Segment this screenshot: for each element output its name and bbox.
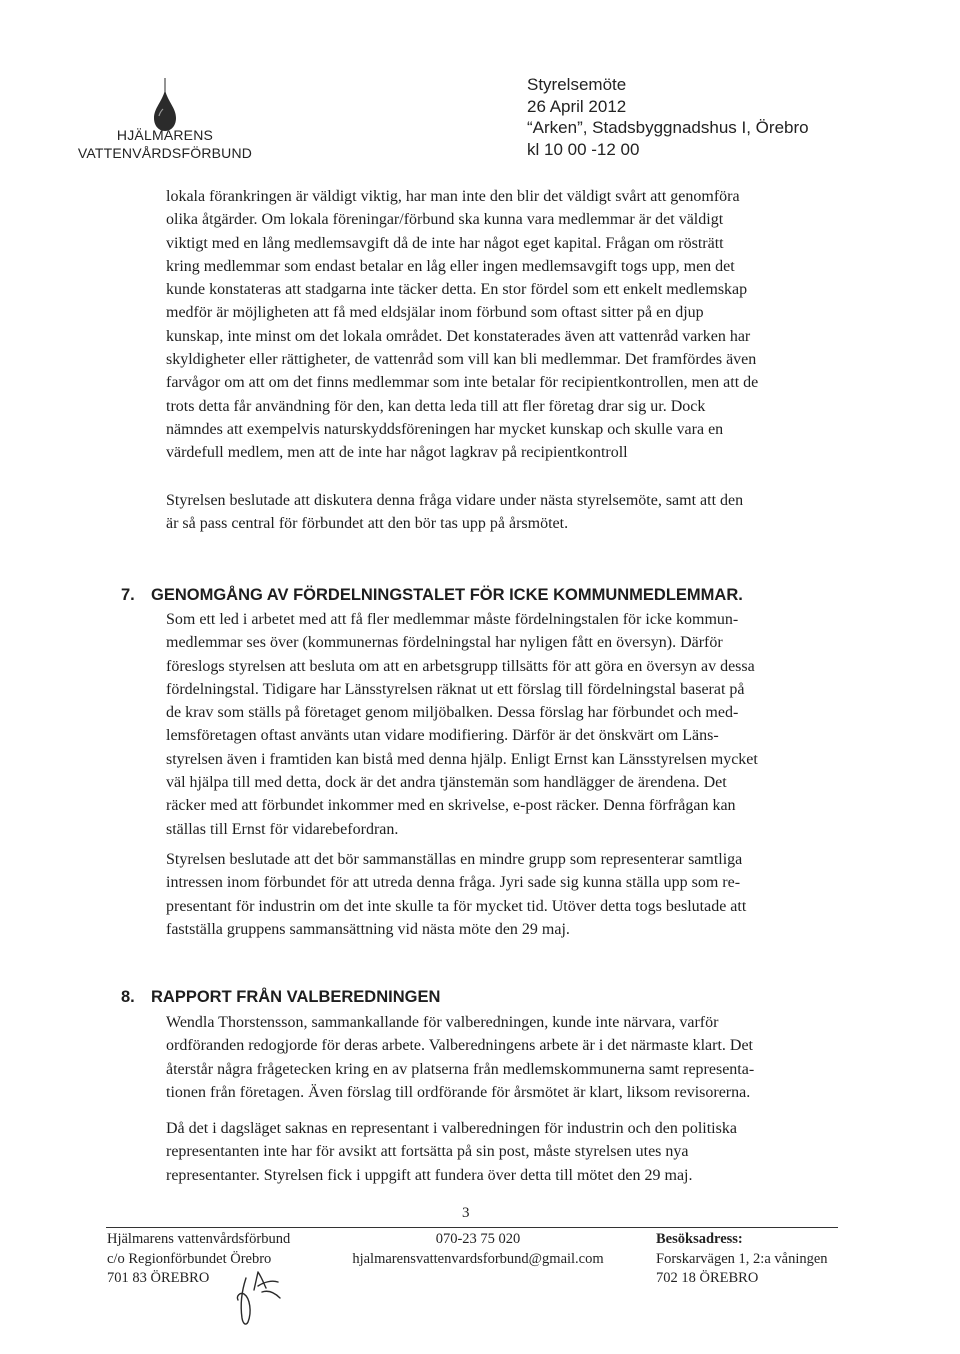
section-7-body — [166, 608, 866, 841]
footer-org-name: Hjälmarens vattenvårdsförbund — [107, 1231, 291, 1247]
meeting-title: Styrelsemöte — [527, 75, 627, 94]
section-title: RAPPORT FRÅN VALBEREDNINGEN — [151, 988, 441, 1006]
paragraph: Wendla Thorstensson, sammankallande för valberedningen, kunde inte närvara, varför ordföranden redogjorde för deras arbete. Valberedningens arbete är i det närmaste klart. Det återstår några frågetecken kring en av platserna från medlemskommunerna samt representa- tionen från företagen. Även förslag till ordförande för årsmötet är klart, liksom revisorerna. — [166, 1014, 755, 1101]
organization-logo — [50, 76, 280, 162]
section-title: GENOMGÅNG AV FÖRDELNINGSTALET FÖR ICKE KOMMUNMEDLEMMAR. — [151, 586, 743, 604]
intro-decision — [166, 489, 866, 536]
page-number: 3 — [462, 1205, 470, 1221]
paragraph: Då det i dagsläget saknas en representant i valberedningen för industrin och den politiska representanten inte har för avsikt att fortsätta på sin post, måste styrelsen utes nya representanter. Styrelsen fick i uppgift att fundera över detta till mötet den 29 maj. — [166, 1120, 737, 1184]
meeting-place: “Arken”, Stadsbyggnadshus I, Örebro — [527, 118, 809, 137]
section-8-body — [166, 1011, 866, 1104]
handwritten-signature — [228, 1268, 288, 1330]
section-number: 7. — [121, 586, 135, 604]
paragraph: Styrelsen beslutade att diskutera denna fråga vidare under nästa styrelsemöte, samt att den är så pass central för förbundet att den bör tas upp på årsmötet. — [166, 492, 744, 533]
footer-visit-address — [656, 1230, 828, 1289]
section-7-heading — [121, 586, 743, 605]
water-drop-icon — [150, 76, 180, 132]
intro-paragraph — [166, 185, 866, 465]
footer-divider — [106, 1227, 838, 1228]
footer-postal-line: 701 83 ÖREBRO — [107, 1270, 210, 1286]
paragraph: Som ett led i arbetet med att få fler medlemmar måste fördelningstalen för icke kommun- medlemmar ses över (kommunernas fördelningstal har nyligen fått en översyn). Därför föreslogs styrelsen att besluta om att en arbetsgrupp tillsätts för att göra en översyn av dessa fördelningstal. Tidigare har Länsstyrelsen räknat ut ett förslag till fördelningstal baserat på de krav som ställs på företaget genom miljöbalken. Dessa förslag har förbundet och med- lemsföretagen oftast använts utan vidare modifiering. Därför är det önskvärt om Läns- styrelsen även i framtiden kan bistå med denna hjälp. Enligt Ernst kan Länsstyrelsen mycket väl hjälpa till med detta, dock är det andra tjänstemän som handlägger de ärendena. Det räcker med att förbundet inkommer med en skrivelse, e-post räcker. Denna förfrågan kan ställas till Ernst för vidarebefordran. — [166, 611, 758, 838]
footer-visit-heading: Besöksadress: — [656, 1231, 743, 1247]
meeting-time: kl 10 00 -12 00 — [527, 139, 640, 159]
footer-visit-street: Forskarvägen 1, 2:a våningen — [656, 1250, 828, 1267]
section-number: 8. — [121, 988, 135, 1006]
footer-visit-postal: 702 18 ÖREBRO — [656, 1270, 759, 1286]
footer-contact — [346, 1230, 610, 1269]
organization-name-line1: HJÄLMARENS — [116, 127, 214, 143]
meeting-info — [527, 74, 809, 160]
footer-phone: 070-23 75 020 — [435, 1231, 521, 1247]
meeting-date: 26 April 2012 — [527, 96, 627, 116]
paragraph: lokala förankringen är väldigt viktig, har man inte den blir det väldigt svårt att genomföra olika åtgärder. Om lokala föreningar/förbund ska kunna vara medlemmar är det väldigt viktigt med en lång medlemsavgift då de inte har något eget kapital. Frågan om rösträtt kring medlemmar som endast betalar en låg eller ingen medlemsavgift togs upp, men det kunde konstateras att stadgarna inte täcker detta. En stor fördel som ett enkelt medlemskap medför är möjligheten att få med eldsjälar inom förbund som oftast sitter på en djup kunskap, inte minst om det lokala området. Det konstaterades även att vattenråd varken har skyldigheter eller rättigheter, de vattenråd som vill kan bli medlemmar. Det framfördes även farvågor om att om det finns medlemmar som inte betalar för recipientkontrollen, men att de trots detta får användning för den, kan detta leda till att fler företag drar sig ur. Dock nämndes att exempelvis naturskyddsföreningen har mycket kunskap och skulle vara en värdefull medlem, men att de inte har något lagkrav på recipientkontroll — [166, 188, 759, 462]
organization-name-line2: VATTENVÅRDSFÖRBUND — [77, 145, 253, 161]
section-8-heading — [121, 988, 440, 1007]
section-7-decision — [166, 848, 866, 941]
section-8-body-2 — [166, 1117, 866, 1187]
footer-co-line: c/o Regionförbundet Örebro — [107, 1250, 272, 1267]
paragraph: Styrelsen beslutade att det bör sammanställas en mindre grupp som representerar samtliga intressen inom förbundet för att utreda denna fråga. Jyri sade sig kunna ställa upp som re- presentant för industrin om det inte skulle ta för mycket tid. Utöver detta togs beslutade att fastställa gruppens sammansättning vid nästa möte den 29 maj. — [166, 851, 747, 938]
footer-email[interactable]: hjalmarensvattenvardsforbund@gmail.com — [352, 1250, 604, 1267]
